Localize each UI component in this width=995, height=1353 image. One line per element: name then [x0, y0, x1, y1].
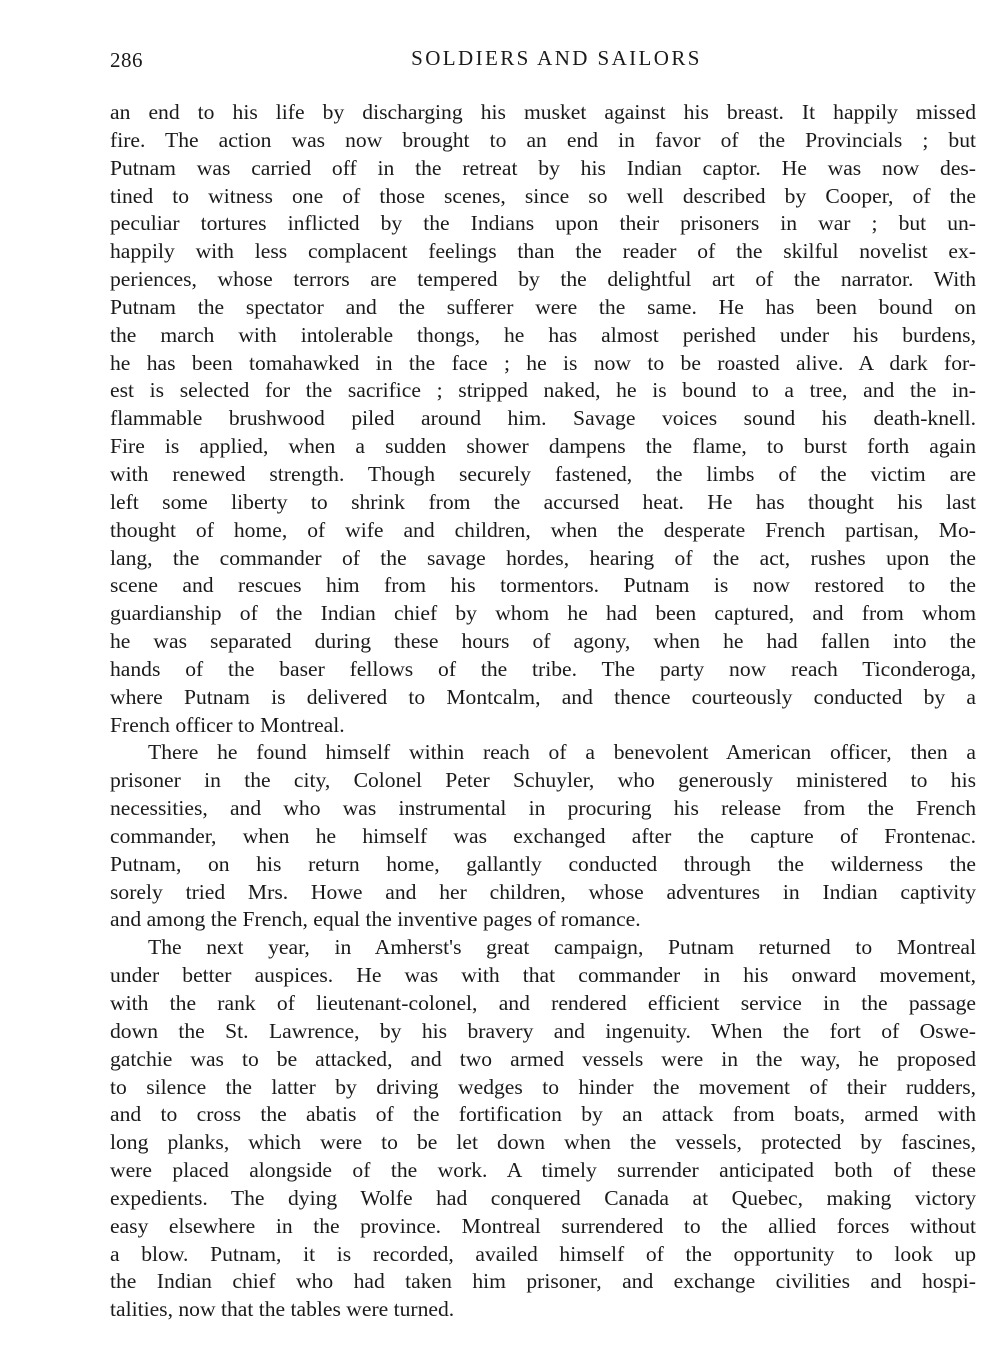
- text-line: easy elsewhere in the province. Montreal surrendered to the allied forces without: [110, 1213, 976, 1238]
- text-line: necessities, and who was instrumental in procuring his release from the French: [110, 796, 976, 821]
- text-line: est is selected for the sacrifice ; stripped naked, he is bound to a tree, and the in-: [110, 378, 976, 403]
- text-line: with the rank of lieutenant-colonel, and rendered efficient service in the passage: [110, 991, 976, 1015]
- text-line: with renewed strength. Though securely fastened, the limbs of the victim are: [110, 461, 976, 486]
- running-title: SOLDIERS AND SAILORS: [411, 46, 702, 70]
- text-line: the march with intolerable thongs, he has almost perished under his burdens,: [110, 322, 976, 347]
- text-line: were placed alongside of the work. A timely surrender anticipated both of these: [110, 1158, 976, 1183]
- text-line: Putnam, on his return home, gallantly conducted through the wilderness the: [110, 851, 976, 876]
- text-line: tined to witness one of those scenes, since so well described by Cooper, of the: [110, 183, 976, 208]
- text-line: There he found himself within reach of a benevolent American officer, then a: [148, 740, 976, 765]
- text-line: talities, now that the tables were turned.: [110, 1297, 455, 1322]
- paragraph: [110, 99, 976, 739]
- text-line: prisoner in the city, Colonel Peter Schuyler, who generously ministered to his: [110, 768, 976, 793]
- text-line: commander, when he himself was exchanged after the capture of Frontenac.: [110, 823, 976, 848]
- text-line: Putnam was carried off in the retreat by his Indian captor. He was now des-: [110, 155, 976, 180]
- text-line: thought of home, of wife and children, when the desperate French partisan, Mo-: [110, 517, 976, 542]
- text-line: sorely tried Mrs. Howe and her children, whose adventures in Indian captivity: [110, 879, 976, 904]
- text-line: long planks, which were to be let down when the vessels, protected by fascines,: [110, 1130, 976, 1155]
- text-line: scene and rescues him from his tormentors. Putnam is now restored to the: [110, 573, 976, 598]
- text-line: he has been tomahawked in the face ; he is now to be roasted alive. A dark for-: [110, 350, 976, 375]
- text-line: expedients. The dying Wolfe had conquered Canada at Quebec, making victory: [110, 1185, 976, 1210]
- text-line: peculiar tortures inflicted by the Indians upon their prisoners in war ; but un-: [110, 211, 976, 236]
- text-line: guardianship of the Indian chief by whom he had been captured, and from whom: [110, 601, 976, 626]
- text-line: a blow. Putnam, it is recorded, availed himself of the opportunity to look up: [110, 1241, 976, 1266]
- text-line: lang, the commander of the savage hordes, hearing of the act, rushes upon the: [110, 545, 976, 570]
- text-line: French officer to Montreal.: [110, 712, 345, 737]
- text-line: happily with less complacent feelings than the reader of the skilful novelist ex-: [110, 239, 976, 264]
- text-line: the Indian chief who had taken him prisoner, and exchange civilities and hospi-: [110, 1269, 976, 1294]
- text-line: Fire is applied, when a sudden shower dampens the flame, to burst forth again: [110, 434, 976, 459]
- text-line: The next year, in Amherst's great campaign, Putnam returned to Montreal: [148, 935, 976, 960]
- text-line: he was separated during these hours of agony, when he had fallen into the: [110, 629, 976, 654]
- text-line: hands of the baser fellows of the tribe. The party now reach Ticonderoga,: [110, 656, 976, 681]
- text-line: fire. The action was now brought to an end in favor of the Provincials ; but: [110, 127, 976, 152]
- paragraph: [110, 739, 976, 934]
- text-line: periences, whose terrors are tempered by the delightful art of the narrator. With: [110, 267, 976, 292]
- body-text: [110, 99, 976, 1324]
- text-line: flammable brushwood piled around him. Savage voices sound his death-knell.: [110, 406, 976, 431]
- text-line: down the St. Lawrence, by his bravery and ingenuity. When the fort of Oswe-: [110, 1018, 976, 1043]
- text-line: gatchie was to be attacked, and two armed vessels were in the way, he proposed: [110, 1046, 976, 1071]
- page-number: 286: [110, 48, 143, 72]
- paragraph: [110, 934, 976, 1324]
- text-line: and to cross the abatis of the fortification by an attack from boats, armed with: [110, 1102, 976, 1127]
- text-line: Putnam the spectator and the sufferer were the same. He has been bound on: [110, 294, 976, 319]
- text-line: under better auspices. He was with that commander in his onward movement,: [110, 963, 976, 988]
- text-line: left some liberty to shrink from the accursed heat. He has thought his last: [110, 489, 976, 514]
- text-line: where Putnam is delivered to Montcalm, and thence courteously conducted by a: [110, 684, 976, 709]
- running-head: [110, 44, 973, 76]
- text-line: an end to his life by discharging his musket against his breast. It happily missed: [110, 100, 976, 124]
- text-line: to silence the latter by driving wedges to hinder the movement of their rudders,: [110, 1074, 976, 1099]
- text-line: and among the French, equal the inventive pages of romance.: [110, 907, 641, 932]
